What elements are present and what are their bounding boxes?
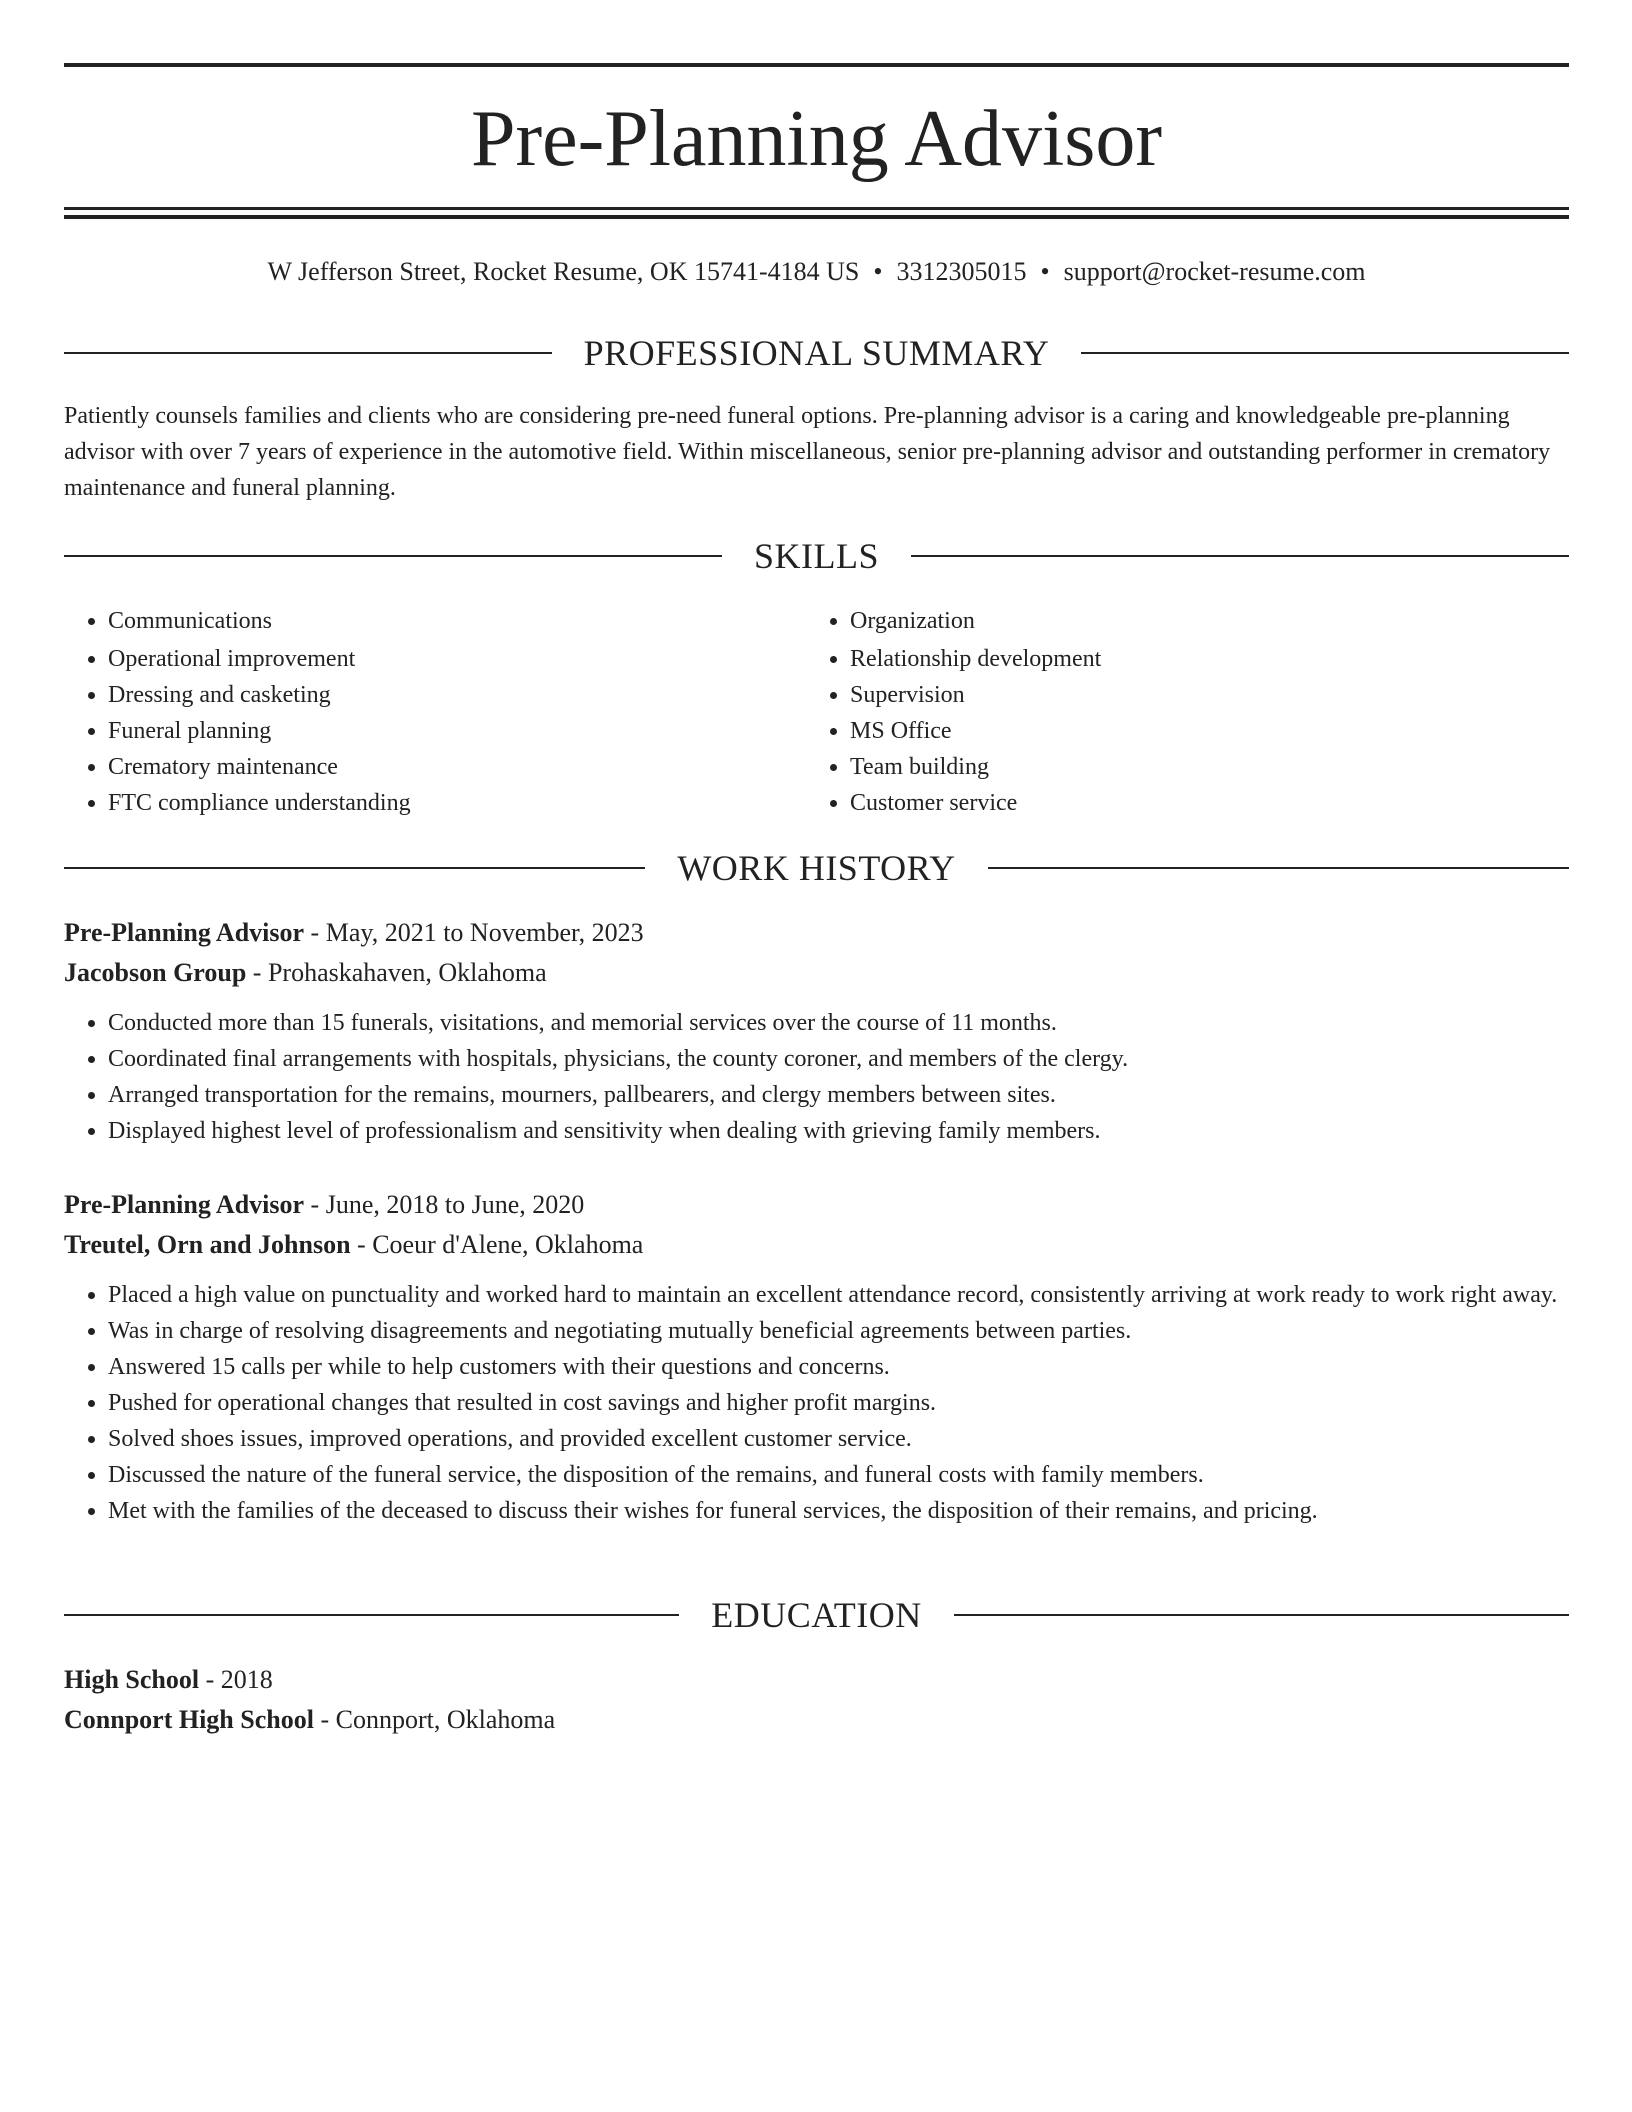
contact-separator: • xyxy=(1040,257,1050,286)
job-bullet: • Answered 15 calls per while to help customers with their questions and concerns. xyxy=(108,1349,1569,1385)
job-bullet: • Solved shoes issues, improved operations, and provided excellent customer service. xyxy=(108,1421,1569,1457)
summary-text: Patiently counsels families and clients who are considering pre-need funeral options. Pre-planning advisor is a caring and knowledgeable pre-planning advisor with over 7 years of experience in the automotive field. Within miscellaneous, senior pre-planning advisor and outstanding performer in crematory maintenance and funeral planning. xyxy=(64,403,1551,501)
contact-address: W Jefferson Street, Rocket Resume, OK 15741-4184 US xyxy=(267,257,860,286)
job-title: Pre-Planning Advisor xyxy=(64,1190,305,1219)
job-bullet: • Arranged transportation for the remains, mourners, pallbearers, and clergy members between sites. xyxy=(108,1077,1569,1113)
skill-item: • Communications xyxy=(108,603,808,639)
job-company: Treutel, Orn and Johnson xyxy=(64,1230,351,1259)
skill-item: • Team building xyxy=(850,749,1550,785)
skill-item: • Customer service xyxy=(850,785,1550,821)
job-bullets xyxy=(64,1277,1569,1529)
contact-line xyxy=(64,252,1569,292)
job-bullets xyxy=(64,1005,1569,1149)
skills-heading-title: SKILLS xyxy=(754,536,880,576)
skills-heading xyxy=(64,534,1569,578)
job-entry xyxy=(64,1185,1569,1529)
heading-rule-left xyxy=(64,1614,679,1616)
skill-item: • MS Office xyxy=(850,713,1550,749)
education-location: Connport, Oklahoma xyxy=(335,1705,556,1734)
summary-heading xyxy=(64,331,1569,375)
skill-item: • Funeral planning xyxy=(108,713,808,749)
education-degree: High School xyxy=(64,1665,200,1694)
job-company: Jacobson Group xyxy=(64,958,247,987)
job-company-line xyxy=(64,1225,1569,1265)
work-heading-title: WORK HISTORY xyxy=(677,848,956,888)
dash: - xyxy=(304,918,326,947)
heading-rule-left xyxy=(64,352,552,354)
skill-item: • Organization xyxy=(850,603,1550,639)
job-bullet: • Discussed the nature of the funeral service, the disposition of the remains, and funeral costs with family members. xyxy=(108,1457,1569,1493)
skill-item: • FTC compliance understanding xyxy=(108,785,808,821)
candidate-name: Pre-Planning Advisor xyxy=(470,95,1163,183)
job-bullet: • Was in charge of resolving disagreements and negotiating mutually beneficial agreements between parties. xyxy=(108,1313,1569,1349)
job-bullet: • Displayed highest level of professionalism and sensitivity when dealing with grieving family members. xyxy=(108,1113,1569,1149)
job-bullet: • Met with the families of the deceased to discuss their wishes for funeral services, the disposition of their remains, and pricing. xyxy=(108,1493,1569,1529)
education-school: Connport High School xyxy=(64,1705,314,1734)
skills-list-right xyxy=(806,603,1550,821)
contact-phone: 3312305015 xyxy=(896,257,1027,286)
education-school-line xyxy=(64,1700,1569,1740)
skill-item: • Dressing and casketing xyxy=(108,677,808,713)
job-location: Coeur d'Alene, Oklahoma xyxy=(372,1230,644,1259)
education-heading xyxy=(64,1593,1569,1637)
heading-rule-left xyxy=(64,867,645,869)
job-bullet: • Pushed for operational changes that resulted in cost savings and higher profit margins. xyxy=(108,1385,1569,1421)
job-title-line xyxy=(64,913,1569,953)
heading-rule-right xyxy=(988,867,1569,869)
skills-list-left xyxy=(64,603,808,821)
contact-separator: • xyxy=(873,257,883,286)
summary-heading-title: PROFESSIONAL SUMMARY xyxy=(583,333,1050,373)
education-heading-title: EDUCATION xyxy=(711,1595,922,1635)
job-dates: June, 2018 to June, 2020 xyxy=(325,1190,585,1219)
education-year: 2018 xyxy=(220,1665,273,1694)
dash: - xyxy=(246,958,268,987)
contact-email[interactable]: support@rocket-resume.com xyxy=(1063,257,1366,286)
header-top-rule xyxy=(64,63,1569,67)
dash: - xyxy=(199,1665,221,1694)
dash: - xyxy=(350,1230,373,1259)
education-entry xyxy=(64,1660,1569,1740)
job-location: Prohaskahaven, Oklahoma xyxy=(267,958,547,987)
job-title-line xyxy=(64,1185,1569,1225)
skill-item: • Relationship development xyxy=(850,641,1550,677)
skill-item: • Operational improvement xyxy=(108,641,808,677)
dash: - xyxy=(313,1705,336,1734)
header-bottom-rule-2 xyxy=(64,215,1569,219)
education-degree-line xyxy=(64,1660,1569,1700)
dash: - xyxy=(304,1190,326,1219)
work-heading xyxy=(64,846,1569,890)
skill-item: • Crematory maintenance xyxy=(108,749,808,785)
job-title: Pre-Planning Advisor xyxy=(64,918,305,947)
job-bullet: • Placed a high value on punctuality and worked hard to maintain an excellent attendance record, consistently arriving at work ready to work right away. xyxy=(108,1277,1569,1313)
job-entry xyxy=(64,913,1569,1149)
heading-rule-left xyxy=(64,555,722,557)
job-bullet: • Coordinated final arrangements with hospitals, physicians, the county coroner, and members of the clergy. xyxy=(108,1041,1569,1077)
header-bottom-rule xyxy=(64,207,1569,210)
job-company-line xyxy=(64,953,1569,993)
heading-rule-right xyxy=(911,555,1569,557)
job-dates: May, 2021 to November, 2023 xyxy=(325,918,644,947)
heading-rule-right xyxy=(954,1614,1569,1616)
job-bullet: • Conducted more than 15 funerals, visitations, and memorial services over the course of 11 months. xyxy=(108,1005,1569,1041)
heading-rule-right xyxy=(1081,352,1569,354)
skill-item: • Supervision xyxy=(850,677,1550,713)
